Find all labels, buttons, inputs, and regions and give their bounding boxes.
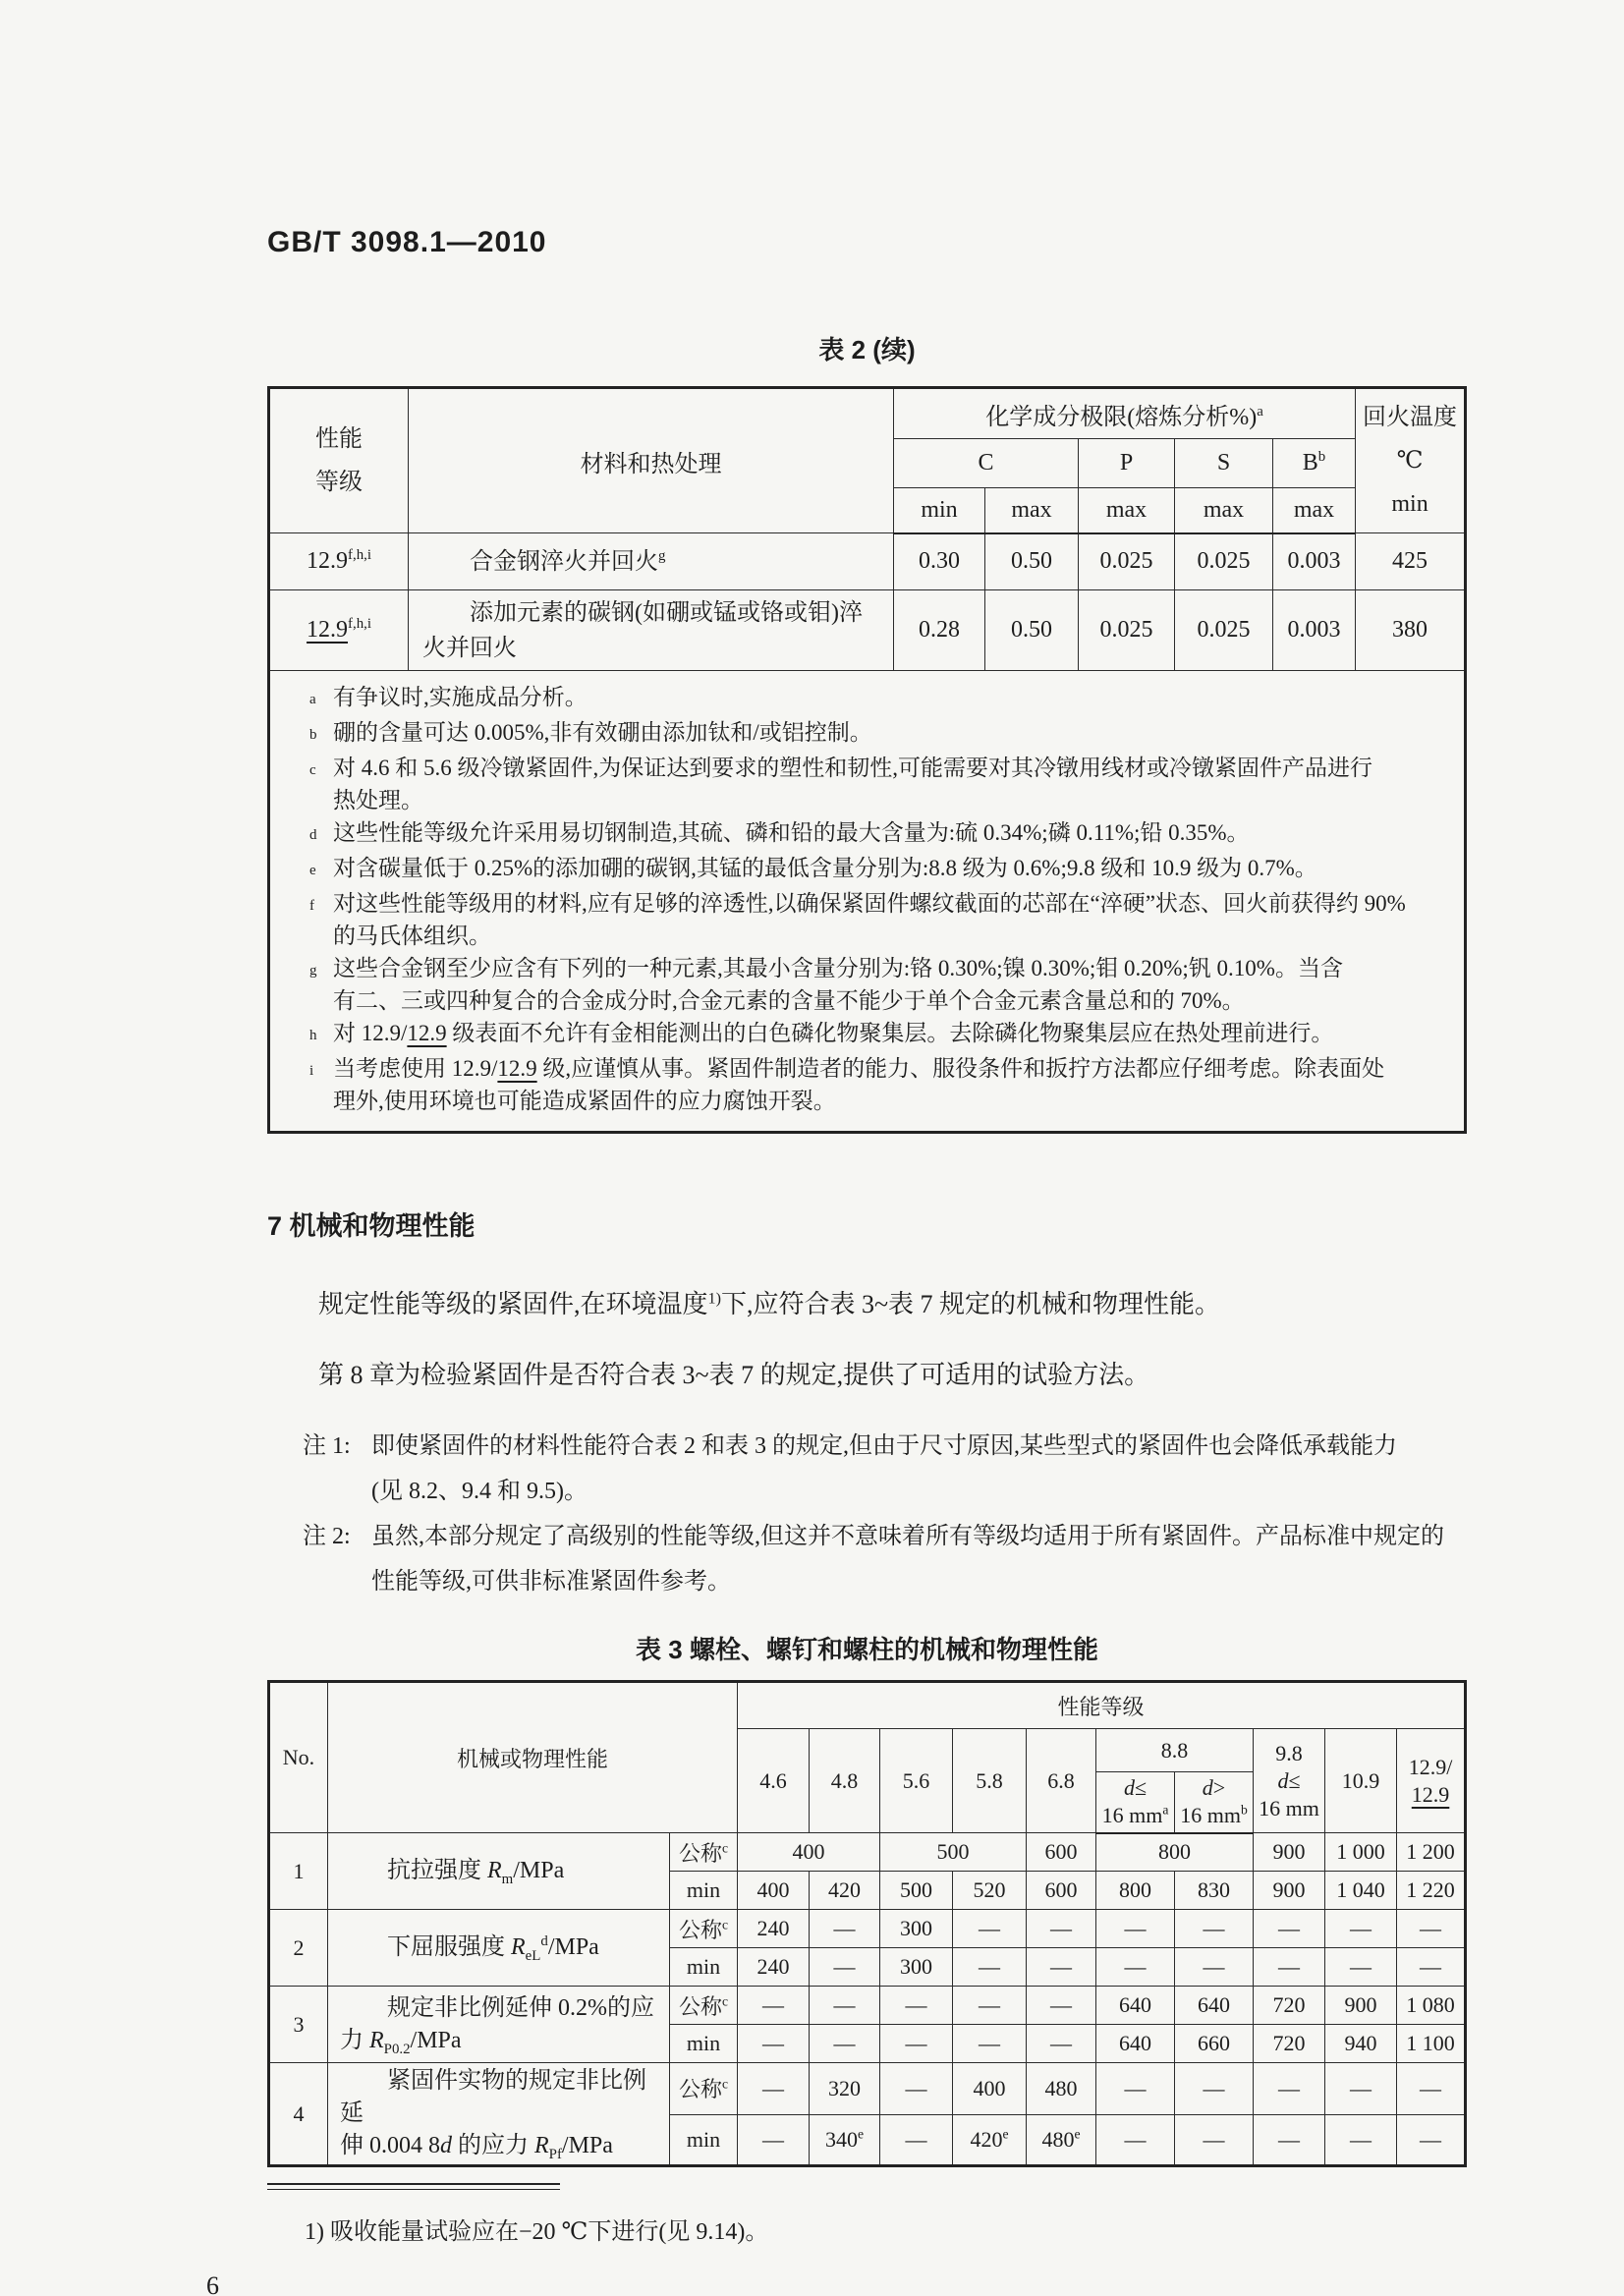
footnote-separator-line xyxy=(267,2183,560,2190)
t3-cell: 600 xyxy=(1027,1872,1096,1910)
note-2-text: 虽然,本部分规定了高级别的性能等级,但这并不意味着所有等级均适用于所有紧固件。产品标准中规定的 性能等级,可供非标准紧固件参考。 xyxy=(371,1524,1444,1595)
t3-cell: 660 xyxy=(1175,2025,1254,2063)
t3-cell: — xyxy=(1027,1948,1096,1987)
note-1 xyxy=(303,1424,1467,1514)
t3-cell: 720 xyxy=(1254,2025,1325,2063)
note-2-label: 注 2: xyxy=(303,1524,351,1549)
paragraph-2: 第 8 章为检验紧固件是否符合表 3~表 7 的规定,提供了可适用的试验方法。 xyxy=(318,1361,1150,1389)
t2-footnotes xyxy=(269,671,1466,1133)
t3-cell: — xyxy=(1096,1948,1175,1987)
t3-grade-4.6: 4.6 xyxy=(738,1729,810,1833)
t3-cell: — xyxy=(1254,2114,1325,2166)
t3-cell: — xyxy=(880,2025,953,2063)
t3-sub-nominal: 公称$^c$ xyxy=(670,2063,738,2115)
footnote-text: 对 4.6 和 5.6 级冷镦紧固件,为保证达到要求的塑性和韧性,可能需要对其冷镦用线材或冷镦紧固件产品进行 热处理。 xyxy=(333,756,1372,812)
footnote-b xyxy=(309,716,1446,752)
t3-row-no: 4 xyxy=(269,2063,328,2166)
t3-cell: 900 xyxy=(1254,1872,1325,1910)
t3-cell: 240 xyxy=(738,1948,810,1987)
footnote-text: 当考虑使用 12.9/12.9 级,应谨慎从事。紧固件制造者的能力、服役条件和扳拧方法都应仔细考虑。除表面处 理外,使用环境也可能造成紧固件的应力腐蚀开裂。 xyxy=(333,1056,1385,1113)
footnote-marker: d xyxy=(309,827,317,843)
t3-cell: 500 xyxy=(880,1833,1027,1872)
t3-cell: 240 xyxy=(738,1910,810,1948)
t3-cell: 800 xyxy=(1096,1833,1254,1872)
footnote-marker: f xyxy=(309,898,314,914)
t3-cell: — xyxy=(1027,1987,1096,2025)
t3-cell: 1 100 xyxy=(1397,2025,1466,2063)
t3-col-property: 机械或物理性能 xyxy=(328,1682,738,1833)
t2-cell: 0.30 xyxy=(894,533,985,590)
table2 xyxy=(267,386,1467,1134)
t2-sub-min: min xyxy=(894,488,985,533)
t3-row-no: 1 xyxy=(269,1833,328,1910)
t3-cell: 1 080 xyxy=(1397,1987,1466,2025)
footnote-marker: h xyxy=(309,1028,317,1043)
t3-cell: 800 xyxy=(1096,1872,1175,1910)
t3-cell: 400 xyxy=(738,1872,810,1910)
t2-col-p: P xyxy=(1079,439,1175,488)
t3-cell: — xyxy=(880,2063,953,2115)
t2-col-s: S xyxy=(1175,439,1273,488)
footnote-text: 对含碳量低于 0.25%的添加硼的碳钢,其锰的最低含量分别为:8.8 级为 0.6%;9.8 级和 10.9 级为 0.7%。 xyxy=(333,856,1317,880)
t3-cell: 520 xyxy=(953,1872,1027,1910)
t3-cell: 900 xyxy=(1325,1987,1397,2025)
footnote-d xyxy=(309,816,1446,852)
footnote-text: 硼的含量可达 0.005%,非有效硼由添加钛和/或铝控制。 xyxy=(333,720,872,745)
t3-sub-min: min xyxy=(670,2114,738,2166)
t3-cell: — xyxy=(810,2025,880,2063)
footnote-f xyxy=(309,887,1446,952)
t3-cell: 1 200 xyxy=(1397,1833,1466,1872)
t3-cell: — xyxy=(738,2025,810,2063)
t3-cell: — xyxy=(1096,1910,1175,1948)
note-2 xyxy=(303,1514,1467,1604)
t3-cell: 600 xyxy=(1027,1833,1096,1872)
footnote-text: 这些合金钢至少应含有下列的一种元素,其最小含量分别为:铬 0.30%;镍 0.30%;钼 0.20%;钒 0.10%。当含 有二、三或四种复合的合金成分时,合金元素的含量不能少于单个合金元素含量总和的 70%。 xyxy=(333,956,1343,1013)
t3-cell: — xyxy=(1397,2063,1466,2115)
doc-code: GB/T 3098.1—2010 xyxy=(267,226,547,258)
t2-col-chem: 化学成分极限(熔炼分析%)$^a$ xyxy=(894,388,1356,439)
t2-cell: 0.025 xyxy=(1079,533,1175,590)
t3-cell: — xyxy=(1096,2063,1175,2115)
t3-grade-5.8: 5.8 xyxy=(953,1729,1027,1833)
t3-cell: 500 xyxy=(880,1872,953,1910)
t2-cell: 0.003 xyxy=(1273,533,1356,590)
t3-cell: — xyxy=(1325,1948,1397,1987)
footnote-marker: e xyxy=(309,863,316,878)
t3-cell: 480 xyxy=(1027,2063,1096,2115)
t3-sub-min: min xyxy=(670,1872,738,1910)
t2-col-b: $B^b$ xyxy=(1273,439,1356,488)
note-1-text: 即使紧固件的材料性能符合表 2 和表 3 的规定,但由于尺寸原因,某些型式的紧固件也会降低承载能力 (见 8.2、9.4 和 9.5)。 xyxy=(371,1433,1397,1504)
t3-sub-nominal: 公称$^c$ xyxy=(670,1987,738,2025)
t3-cell: 1 040 xyxy=(1325,1872,1397,1910)
t3-cell: 400 xyxy=(738,1833,880,1872)
footnote-e xyxy=(309,852,1446,887)
t3-row-label: 抗拉强度 $R_m$/MPa xyxy=(328,1833,670,1910)
t3-col-no: No. xyxy=(269,1682,328,1833)
t3-cell: 420e xyxy=(953,2114,1027,2166)
page-footnote: 1) 吸收能量试验应在−20 ℃下进行(见 9.14)。 xyxy=(305,2219,769,2245)
t2-cell: 0.50 xyxy=(985,590,1079,671)
t3-grade-5.6: 5.6 xyxy=(880,1729,953,1833)
t3-cell: 300 xyxy=(880,1910,953,1948)
t3-cell: — xyxy=(810,1948,880,1987)
t3-cell: — xyxy=(1397,1948,1466,1987)
t3-grade-8.8-large-d: d> 16 $mm^b$ xyxy=(1175,1772,1254,1833)
t3-cell: — xyxy=(1254,2063,1325,2115)
t3-cell: 640 xyxy=(1096,1987,1175,2025)
t3-row-no: 2 xyxy=(269,1910,328,1987)
t3-row-label: 下屈服强度 $R_{eL}^d$/MPa xyxy=(328,1910,670,1987)
footnote-g xyxy=(309,952,1446,1017)
t3-grade-6.8: 6.8 xyxy=(1027,1729,1096,1833)
t3-cell: — xyxy=(738,1987,810,2025)
t3-cell: — xyxy=(1397,1910,1466,1948)
t3-cell: — xyxy=(953,1987,1027,2025)
t3-cell: 480e xyxy=(1027,2114,1096,2166)
t2-grade-cell: 12.9$^{f,h,i}$ xyxy=(269,533,409,590)
footnote-text: 对这些性能等级用的材料,应有足够的淬透性,以确保紧固件螺纹截面的芯部在“淬硬”状态、回火前获得约 90% 的马氏体组织。 xyxy=(333,891,1406,948)
t3-cell: — xyxy=(1254,1948,1325,1987)
page-number: 6 xyxy=(206,2271,219,2296)
t3-cell: — xyxy=(953,1948,1027,1987)
t2-sub-max: max xyxy=(1079,488,1175,533)
t2-col-material: 材料和热处理 xyxy=(409,388,894,533)
t3-sub-min: min xyxy=(670,2025,738,2063)
t2-sub-max: max xyxy=(985,488,1079,533)
t3-cell: 340e xyxy=(810,2114,880,2166)
paragraph-1: 规定性能等级的紧固件,在环境温度$^{1)}$下,应符合表 3~表 7 规定的机械和物理性能。 xyxy=(318,1290,1221,1318)
t2-cell: 0.025 xyxy=(1175,533,1273,590)
t3-cell: — xyxy=(880,1987,953,2025)
footnote-text: 这些性能等级允许采用易切钢制造,其硫、磷和铅的最大含量为:硫 0.34%;磷 0.11%;铅 0.35%。 xyxy=(333,820,1250,845)
t2-col-grade: 性能 等级 xyxy=(269,388,409,533)
t3-cell: 1 220 xyxy=(1397,1872,1466,1910)
t2-cell: 425 xyxy=(1356,533,1466,590)
t3-cell: — xyxy=(1175,2063,1254,2115)
footnote-text: 有争议时,实施成品分析。 xyxy=(333,685,588,709)
t2-cell: 0.025 xyxy=(1079,590,1175,671)
t3-grade-9.8: 9.8 d≤ 16 mm xyxy=(1254,1729,1325,1833)
table2-caption: 表 2 (续) xyxy=(818,335,916,364)
t3-sub-min: min xyxy=(670,1948,738,1987)
t3-sub-nominal: 公称$^c$ xyxy=(670,1910,738,1948)
t3-cell: — xyxy=(1325,1910,1397,1948)
t2-cell: 0.003 xyxy=(1273,590,1356,671)
t3-cell: — xyxy=(1325,2114,1397,2166)
t3-cell: — xyxy=(1096,2114,1175,2166)
t2-material-cell: 合金钢淬火并回火$^g$ xyxy=(409,533,894,590)
note-1-label: 注 1: xyxy=(303,1433,351,1459)
t3-cell: 640 xyxy=(1175,1987,1254,2025)
t3-grade-8.8-small-d: d≤ 16 $mm^a$ xyxy=(1096,1772,1175,1833)
t2-cell: 380 xyxy=(1356,590,1466,671)
t3-cell: — xyxy=(810,1987,880,2025)
t3-cell: 640 xyxy=(1096,2025,1175,2063)
t3-cell: — xyxy=(953,2025,1027,2063)
footnote-marker: b xyxy=(309,727,317,743)
t3-cell: 420 xyxy=(810,1872,880,1910)
footnote-marker: c xyxy=(309,762,316,778)
t3-cell: — xyxy=(1175,2114,1254,2166)
t2-material-cell: 添加元素的碳钢(如硼或锰或铬或钼)淬 火并回火 xyxy=(409,590,894,671)
t3-grades-label: 性能等级 xyxy=(738,1682,1466,1729)
t3-row-label: 规定非比例延伸 0.2%的应 力 $R_{P0.2}$/MPa xyxy=(328,1987,670,2063)
t2-cell: 0.025 xyxy=(1175,590,1273,671)
t2-cell: 0.50 xyxy=(985,533,1079,590)
t3-grade-8.8: 8.8 xyxy=(1096,1729,1254,1772)
t2-sub-max: max xyxy=(1175,488,1273,533)
t3-cell: — xyxy=(810,1910,880,1948)
footnote-h xyxy=(309,1017,1446,1052)
t3-cell: 940 xyxy=(1325,2025,1397,2063)
t3-cell: — xyxy=(1175,1948,1254,1987)
t3-row-no: 3 xyxy=(269,1987,328,2063)
t3-cell: — xyxy=(953,1910,1027,1948)
t3-cell: — xyxy=(1027,2025,1096,2063)
t3-cell: — xyxy=(1027,1910,1096,1948)
t3-cell: 900 xyxy=(1254,1833,1325,1872)
t3-grade-10.9: 10.9 xyxy=(1325,1729,1397,1833)
t2-col-temper: 回火温度 ℃ min xyxy=(1356,388,1466,533)
t3-cell: — xyxy=(1175,1910,1254,1948)
t2-col-c: C xyxy=(894,439,1079,488)
footnote-marker: i xyxy=(309,1063,314,1079)
t3-row-label: 紧固件实物的规定非比例延 伸 0.004 8d 的应力 $R_{Pf}$/MPa xyxy=(328,2063,670,2166)
t3-cell: 400 xyxy=(953,2063,1027,2115)
t2-sub-max: max xyxy=(1273,488,1356,533)
table3-caption: 表 3 螺栓、螺钉和螺柱的机械和物理性能 xyxy=(636,1635,1098,1664)
table3 xyxy=(267,1680,1467,2167)
t3-cell: 830 xyxy=(1175,1872,1254,1910)
footnote-marker: a xyxy=(309,692,316,707)
t3-cell: — xyxy=(880,2114,953,2166)
t3-cell: 720 xyxy=(1254,1987,1325,2025)
t3-cell: — xyxy=(1254,1910,1325,1948)
t2-cell: 0.28 xyxy=(894,590,985,671)
t3-cell: — xyxy=(1325,2063,1397,2115)
footnote-marker: g xyxy=(309,963,317,979)
t3-sub-nominal: 公称$^c$ xyxy=(670,1833,738,1872)
t3-cell: 320 xyxy=(810,2063,880,2115)
t3-cell: 300 xyxy=(880,1948,953,1987)
footnote-text: 对 12.9/12.9 级表面不允许有金相能测出的白色磷化物聚集层。去除磷化物聚集层应在热处理前进行。 xyxy=(333,1021,1334,1045)
footnote-i xyxy=(309,1052,1446,1117)
t3-cell: — xyxy=(738,2063,810,2115)
footnote-a xyxy=(309,681,1446,716)
section-7-heading: 7 机械和物理性能 xyxy=(267,1211,476,1241)
t3-grade-12.9: 12.9/ 12.9 xyxy=(1397,1729,1466,1833)
t3-cell: — xyxy=(738,2114,810,2166)
t2-grade-cell: 12.9$^{f,h,i}$ xyxy=(269,590,409,671)
t3-grade-4.8: 4.8 xyxy=(810,1729,880,1833)
t3-cell: — xyxy=(1397,2114,1466,2166)
t3-cell: 1 000 xyxy=(1325,1833,1397,1872)
footnote-c xyxy=(309,752,1446,816)
